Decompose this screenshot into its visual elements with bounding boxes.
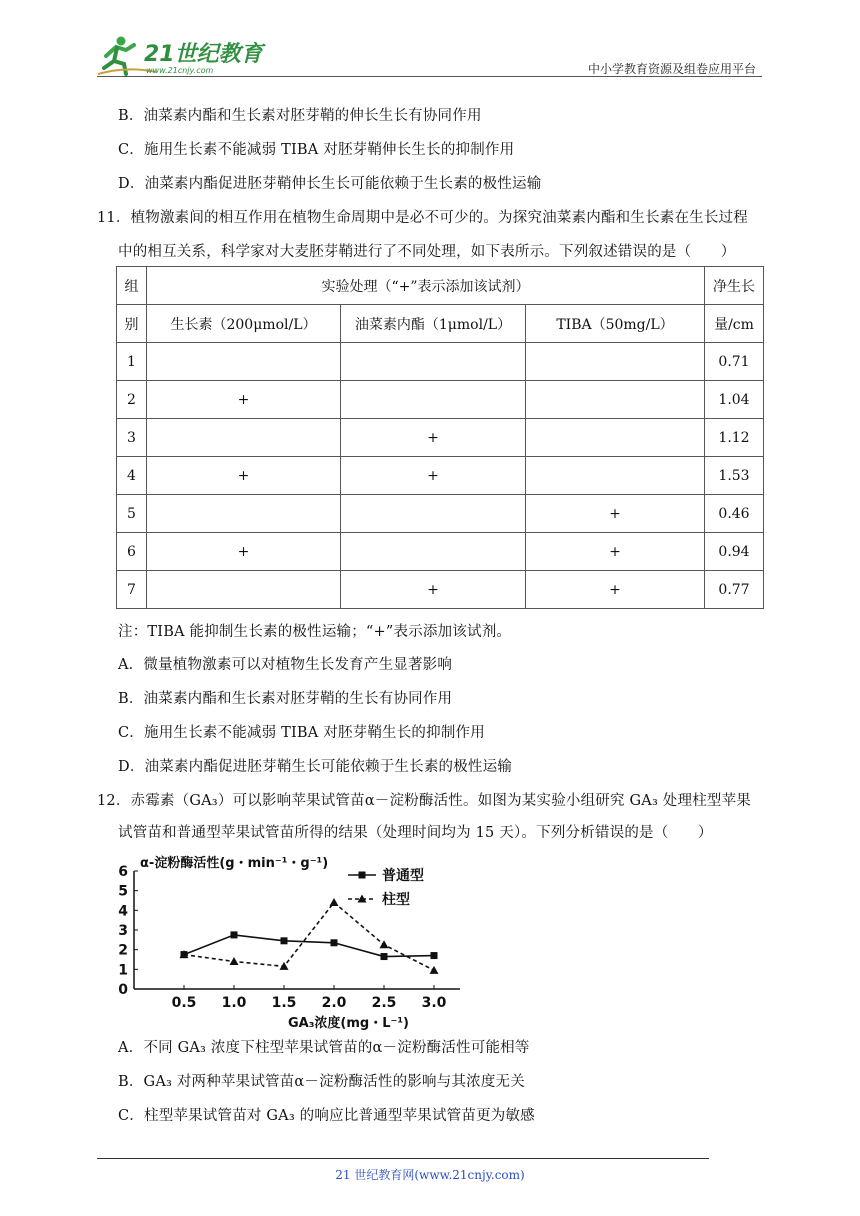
- chart-point-triangle: [330, 898, 339, 906]
- table-row: [117, 381, 764, 419]
- q11-option-b: B．油菜素内酯和生长素对胚芽鞘的生长有协同作用: [118, 691, 453, 707]
- chart-y-tick-label: 3: [118, 923, 128, 939]
- chart-point-square: [331, 939, 338, 946]
- q11-stem-line2: 中的相互关系，科学家对大麦胚芽鞘进行了不同处理，如下表所示。下列叙述错误的是（ ）: [118, 244, 736, 260]
- chart-x-axis-label: GA₃浓度(mg・L⁻¹): [288, 1016, 409, 1031]
- chart-point-square: [281, 937, 288, 944]
- cell-tiba: [526, 457, 705, 495]
- cell-tiba: +: [526, 571, 705, 609]
- cell-tiba: [526, 419, 705, 457]
- chart-y-tick-label: 4: [118, 903, 128, 920]
- table-col-br: 油菜素内酯（1μmol/L）: [341, 305, 526, 343]
- runner-logo-icon: [96, 34, 266, 78]
- cell-growth: 0.71: [705, 343, 764, 381]
- chart-y-tick-label: 1: [118, 962, 128, 979]
- cell-group: 6: [117, 533, 147, 571]
- table-row: [117, 343, 764, 381]
- platform-name: 中小学教育资源及组卷应用平台: [587, 62, 756, 76]
- legend-marker-square: [359, 872, 366, 879]
- chart-point-triangle: [380, 940, 389, 948]
- chart-x-tick-label: 3.0: [421, 995, 447, 1011]
- chart-point-triangle: [430, 966, 439, 974]
- svg-text:www.21cnjy.com: www.21cnjy.com: [146, 66, 214, 75]
- q12-option-c: C．柱型苹果试管苗对 GA₃ 的响应比普通型苹果试管苗更为敏感: [118, 1108, 535, 1124]
- q11-data-table: [116, 266, 764, 609]
- cell-auxin: +: [147, 381, 341, 419]
- cell-auxin: [147, 419, 341, 457]
- cell-growth: 1.12: [705, 419, 764, 457]
- chart-y-tick-label: 6: [118, 864, 128, 880]
- cell-br: [341, 533, 526, 571]
- cell-br: [341, 495, 526, 533]
- chart-x-tick-label: 0.5: [171, 995, 197, 1011]
- q12-line-chart: [110, 853, 470, 1033]
- cell-group: 5: [117, 495, 147, 533]
- chart-x-tick-label: 2.0: [321, 995, 347, 1011]
- table-row: [117, 533, 764, 571]
- chart-x-tick-label: 1.5: [271, 995, 297, 1011]
- q12-stem-line2: 试管苗和普通型苹果试管苗所得的结果（处理时间均为 15 天）。下列分析错误的是（ ）: [118, 825, 713, 841]
- cell-br: +: [341, 571, 526, 609]
- table-col-tiba: TIBA（50mg/L）: [526, 305, 705, 343]
- chart-point-square: [231, 931, 238, 938]
- table-head-group-2: 别: [117, 305, 147, 343]
- chart-x-tick-label: 2.5: [371, 995, 397, 1011]
- cell-group: 1: [117, 343, 147, 381]
- q12-stem-line1: 12．赤霉素（GA₃）可以影响苹果试管苗α－淀粉酶活性。如图为某实验小组研究 GA₃ 处理柱型苹果: [97, 793, 751, 809]
- cell-br: [341, 343, 526, 381]
- q11-option-d: D．油菜素内酯促进胚芽鞘生长可能依赖于生长素的极性运输: [118, 759, 513, 775]
- q11-option-a: A．微量植物激素可以对植物生长发育产生显著影响: [118, 657, 453, 673]
- table-row: [117, 419, 764, 457]
- cell-auxin: [147, 343, 341, 381]
- cell-tiba: [526, 381, 705, 419]
- chart-point-triangle: [230, 957, 239, 965]
- footer-text: 21 世纪教育网(www.21cnjy.com): [335, 1168, 525, 1182]
- q11-note: 注：TIBA 能抑制生长素的极性运输；“+”表示添加该试剂。: [118, 624, 512, 640]
- table-row: [117, 495, 764, 533]
- cell-br: +: [341, 419, 526, 457]
- chart-point-square: [431, 952, 438, 959]
- q12-option-b: B．GA₃ 对两种苹果试管苗α－淀粉酶活性的影响与其浓度无关: [118, 1074, 525, 1090]
- chart-point-square: [381, 953, 388, 960]
- site-logo: [96, 34, 266, 78]
- prev-option-b: B．油菜素内酯和生长素对胚芽鞘的伸长生长有协同作用: [118, 108, 482, 124]
- cell-auxin: [147, 495, 341, 533]
- cell-growth: 0.46: [705, 495, 764, 533]
- table-head-group-1: 组: [117, 267, 147, 305]
- cell-growth: 1.04: [705, 381, 764, 419]
- header-divider: [97, 76, 762, 77]
- cell-tiba: +: [526, 533, 705, 571]
- chart-x-tick-label: 1.0: [221, 995, 247, 1011]
- chart-y-tick-label: 0: [118, 982, 128, 998]
- q11-stem-line1: 11．植物激素间的相互作用在植物生命周期中是必不可少的。为探究油菜素内酯和生长素在生长过程: [97, 210, 748, 226]
- cell-group: 7: [117, 571, 147, 609]
- cell-auxin: +: [147, 457, 341, 495]
- cell-group: 2: [117, 381, 147, 419]
- svg-text:21世纪教育: 21世纪教育: [144, 42, 263, 67]
- table-head-result-1: 净生长: [705, 267, 764, 305]
- table-head-treatment: 实验处理（“+”表示添加该试剂）: [147, 267, 705, 305]
- table-col-auxin: 生长素（200μmol/L）: [147, 305, 341, 343]
- cell-br: +: [341, 457, 526, 495]
- table-row: [117, 457, 764, 495]
- cell-tiba: [526, 343, 705, 381]
- legend-label: 普通型: [382, 868, 424, 884]
- cell-auxin: +: [147, 533, 341, 571]
- cell-group: 4: [117, 457, 147, 495]
- cell-growth: 1.53: [705, 457, 764, 495]
- chart-series-line: [184, 902, 434, 970]
- cell-group: 3: [117, 419, 147, 457]
- table-head-result-2: 量/cm: [705, 305, 764, 343]
- cell-auxin: [147, 571, 341, 609]
- cell-growth: 0.94: [705, 533, 764, 571]
- chart-y-tick-label: 5: [118, 883, 128, 900]
- footer-divider: [97, 1158, 709, 1159]
- cell-growth: 0.77: [705, 571, 764, 609]
- q12-option-a: A．不同 GA₃ 浓度下柱型苹果试管苗的α－淀粉酶活性可能相等: [118, 1040, 530, 1056]
- chart-series-line: [184, 935, 434, 957]
- chart-y-axis-label: α-淀粉酶活性(g・min⁻¹・g⁻¹): [140, 856, 329, 871]
- prev-option-c: C．施用生长素不能减弱 TIBA 对胚芽鞘伸长生长的抑制作用: [118, 142, 515, 158]
- table-row: [117, 571, 764, 609]
- chart-y-tick-label: 2: [118, 942, 128, 959]
- cell-tiba: +: [526, 495, 705, 533]
- prev-option-d: D．油菜素内酯促进胚芽鞘伸长生长可能依赖于生长素的极性运输: [118, 176, 542, 192]
- legend-label: 柱型: [382, 892, 410, 908]
- q11-option-c: C．施用生长素不能减弱 TIBA 对胚芽鞘生长的抑制作用: [118, 725, 485, 741]
- cell-br: [341, 381, 526, 419]
